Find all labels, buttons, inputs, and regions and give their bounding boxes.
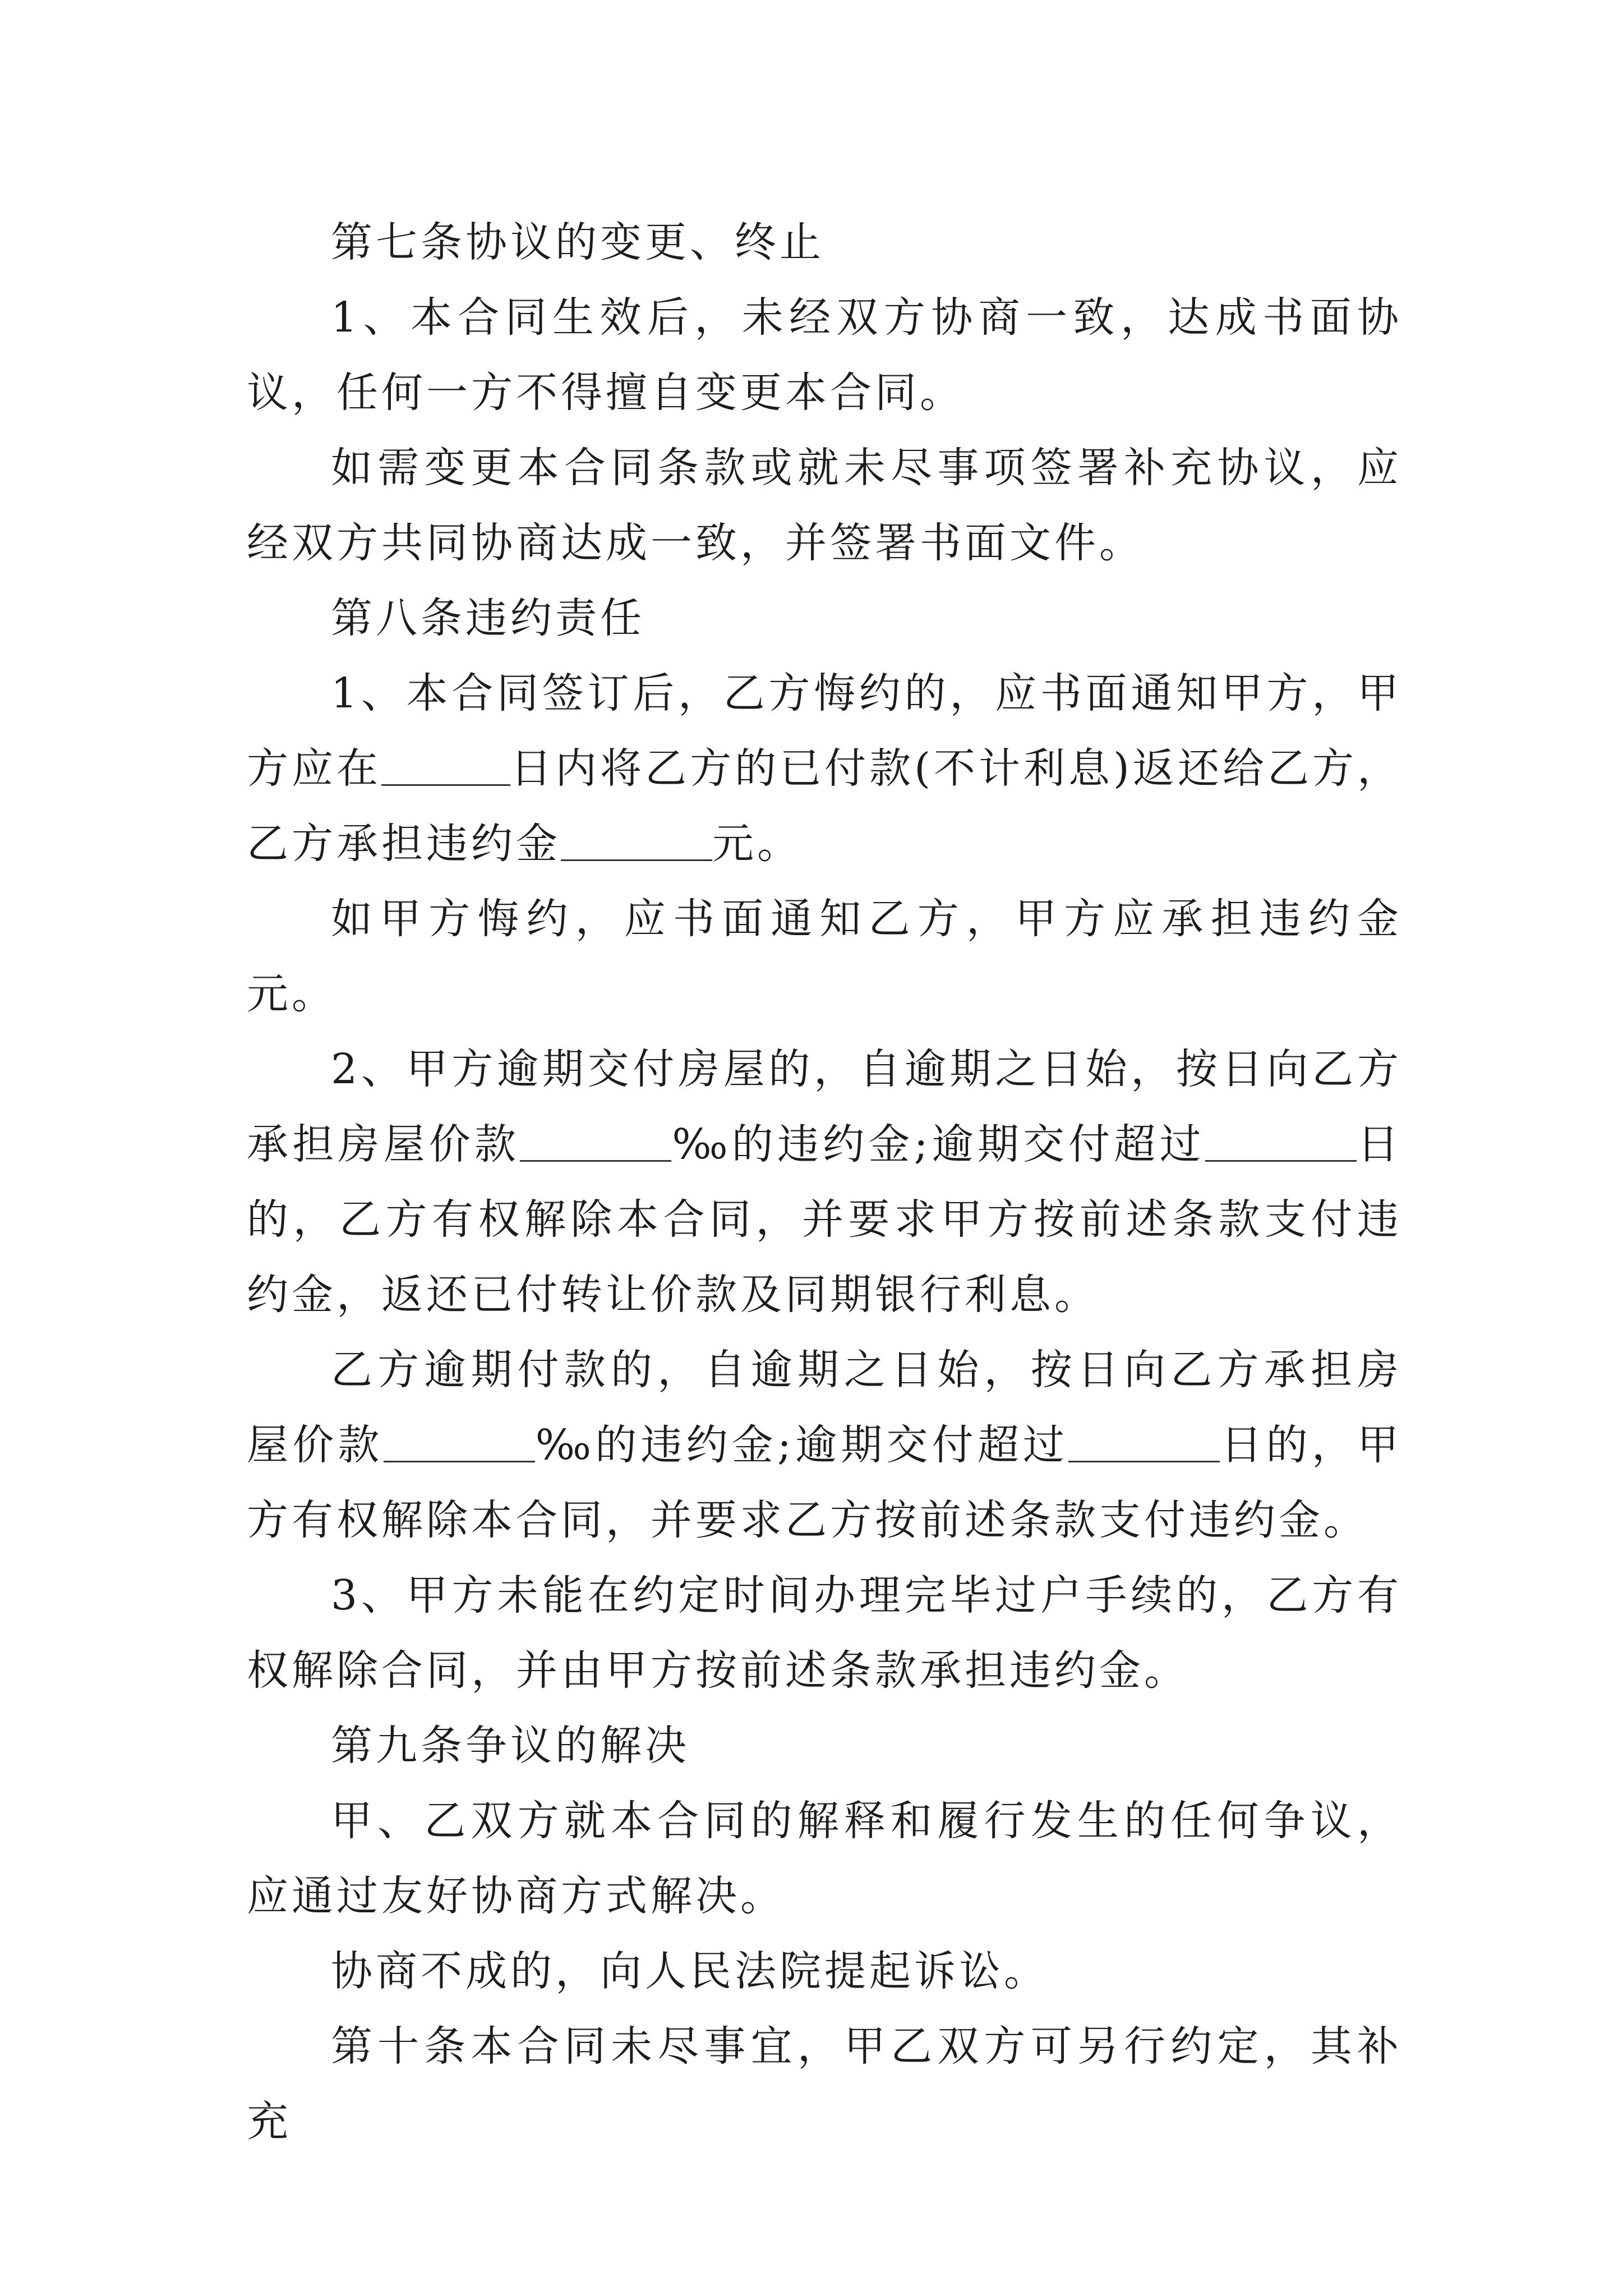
clause-text: 元。 — [712, 820, 802, 868]
article-8-clause-2: 如甲方悔约，应书面通知乙方，甲方应承担违约金元。 — [247, 895, 1402, 1018]
clause-text: 2、甲方逾期交付房屋的，自逾期之日始，按日向乙方承担房屋价款 — [247, 1045, 1402, 1168]
clause-text: ‰的违约金;逾期交付超过 — [671, 1120, 1205, 1168]
article-8-clause-3 — [247, 1032, 1402, 1332]
article-8-heading: 第八条违约责任 — [331, 594, 645, 642]
clause-text: ‰的违约金;逾期交付超过 — [534, 1421, 1069, 1469]
article-7-clause-1: 1、本合同生效后，未经双方协商一致，达成书面协议，任何一方不得擅自变更本合同。 — [247, 293, 1402, 417]
clause-text: 日的，甲方有权解除本合同，并要求乙方按前述条款支付违约金。 — [247, 1421, 1403, 1544]
article-9-clause-2: 协商不成的，向人民法院提起诉讼。 — [331, 1947, 1049, 1995]
overdue-days-blank — [1068, 1417, 1220, 1462]
article-9-heading: 第九条争议的解决 — [331, 1722, 690, 1770]
clause-text: 日的，乙方有权解除本合同，并要求甲方按前述条款支付违约金，返还已付转让价款及同期银行利息。 — [247, 1120, 1403, 1319]
article-8-clause-5: 3、甲方未能在约定时间办理完毕过户手续的，乙方有权解除合同，并由甲方按前述条款承担违约金。 — [247, 1571, 1402, 1695]
article-7-heading: 第七条协议的变更、终止 — [331, 218, 824, 266]
clause-text: 日内将乙方的已付款(不计利息)返还给乙方，乙方承担违约金 — [247, 744, 1402, 868]
article-8-clause-4 — [247, 1332, 1402, 1558]
article-7-clause-2: 如需变更本合同条款或就未尽事项签署补充协议，应经双方共同协商达成一致，并签署书面文件。 — [247, 444, 1402, 567]
overdue-days-blank — [1205, 1116, 1357, 1162]
penalty-amount-blank — [561, 816, 712, 861]
article-10-clause-1: 第十条本合同未尽事宜，甲乙双方可另行约定，其补充 — [247, 2022, 1402, 2146]
days-blank — [381, 740, 510, 786]
clause-text: 1、本合同签订后，乙方悔约的，应书面通知甲方，甲方应在 — [247, 669, 1402, 793]
permille-blank — [520, 1116, 671, 1162]
article-9-clause-1: 甲、乙双方就本合同的解释和履行发生的任何争议，应通过友好协商方式解决。 — [247, 1797, 1402, 1920]
document-page — [247, 205, 1402, 2159]
permille-blank — [384, 1417, 535, 1462]
article-8-clause-1 — [247, 656, 1402, 881]
clause-text: 乙方逾期付款的，自逾期之日始，按日向乙方承担房屋价款 — [247, 1346, 1402, 1469]
